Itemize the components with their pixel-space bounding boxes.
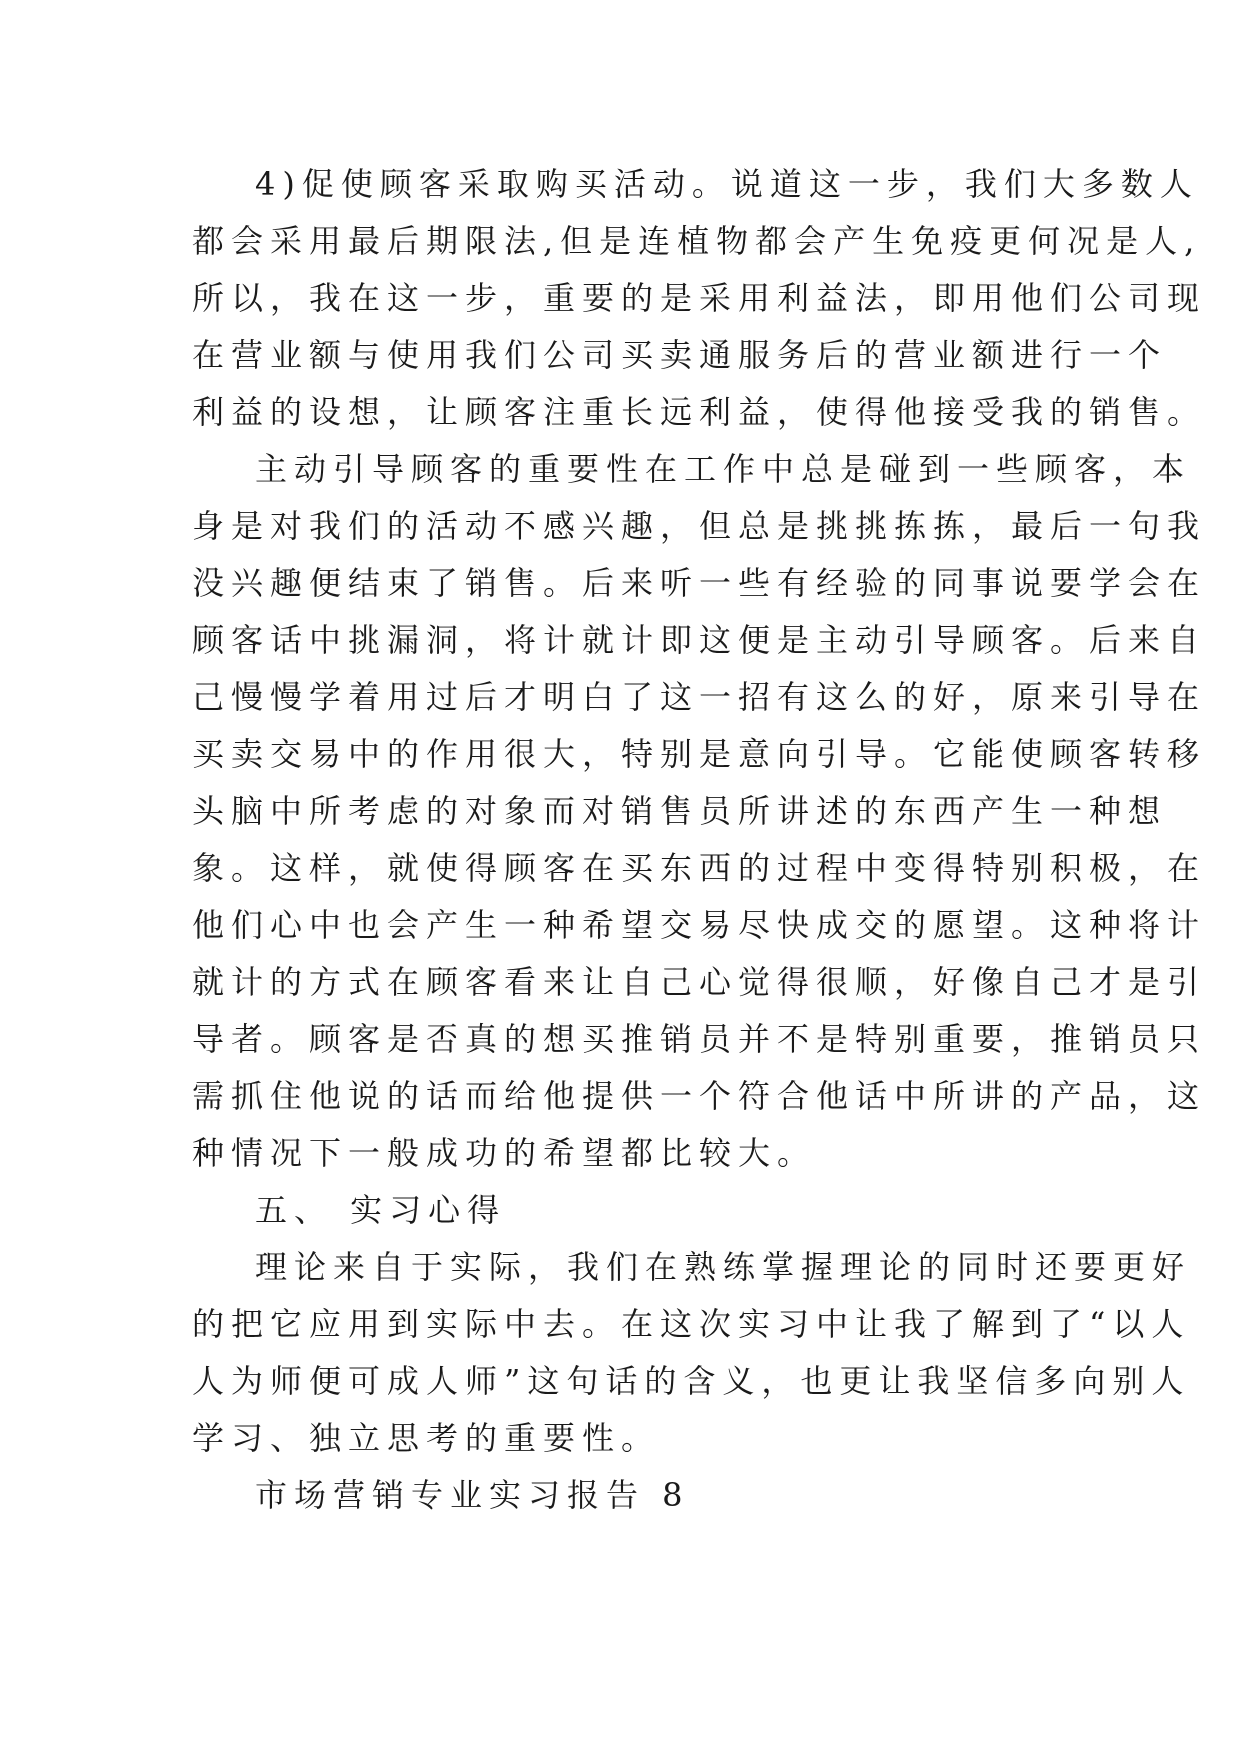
paragraph-line: 主动引导顾客的重要性在工作中总是碰到一些顾客，本	[255, 450, 1192, 488]
paragraph-line: 都会采用最后期限法,但是连植物都会产生免疫更何况是人,	[192, 222, 1202, 260]
paragraph-line: 所以，我在这一步，重要的是采用利益法，即用他们公司现	[192, 279, 1207, 317]
paragraph-line: 学习、独立思考的重要性。	[192, 1419, 661, 1457]
paragraph-line: 4)促使顾客采取购买活动。说道这一步，我们大多数人	[255, 165, 1199, 203]
section-heading: 五、 实习心得	[255, 1191, 507, 1229]
paragraph-line: 身是对我们的活动不感兴趣，但总是挑挑拣拣，最后一句我	[192, 507, 1207, 545]
paragraph-line: 他们心中也会产生一种希望交易尽快成交的愿望。这种将计	[192, 906, 1207, 944]
paragraph-line: 导者。顾客是否真的想买推销员并不是特别重要，推销员只	[192, 1020, 1207, 1058]
paragraph-line: 利益的设想，让顾客注重长远利益，使得他接受我的销售。	[192, 393, 1207, 431]
paragraph-line: 没兴趣便结束了销售。后来听一些有经验的同事说要学会在	[192, 564, 1207, 602]
paragraph-line: 的把它应用到实际中去。在这次实习中让我了解到了“以人	[192, 1305, 1191, 1343]
paragraph-line: 象。这样，就使得顾客在买东西的过程中变得特别积极，在	[192, 849, 1207, 887]
document-title: 市场营销专业实习报告 8	[255, 1476, 690, 1514]
paragraph-line: 人为师便可成人师”这句话的含义，也更让我坚信多向别人	[192, 1362, 1191, 1400]
paragraph-line: 己慢慢学着用过后才明白了这一招有这么的好，原来引导在	[192, 678, 1207, 716]
paragraph-line: 在营业额与使用我们公司买卖通服务后的营业额进行一个	[192, 336, 1168, 374]
paragraph-line: 种情况下一般成功的希望都比较大。	[192, 1134, 817, 1172]
paragraph-line: 理论来自于实际，我们在熟练掌握理论的同时还要更好	[255, 1248, 1192, 1286]
paragraph-line: 买卖交易中的作用很大，特别是意向引导。它能使顾客转移	[192, 735, 1207, 773]
paragraph-line: 需抓住他说的话而给他提供一个符合他话中所讲的产品，这	[192, 1077, 1207, 1115]
paragraph-line: 就计的方式在顾客看来让自己心觉得很顺，好像自己才是引	[192, 963, 1207, 1001]
paragraph-line: 顾客话中挑漏洞，将计就计即这便是主动引导顾客。后来自	[192, 621, 1207, 659]
paragraph-line: 头脑中所考虑的对象而对销售员所讲述的东西产生一种想	[192, 792, 1168, 830]
